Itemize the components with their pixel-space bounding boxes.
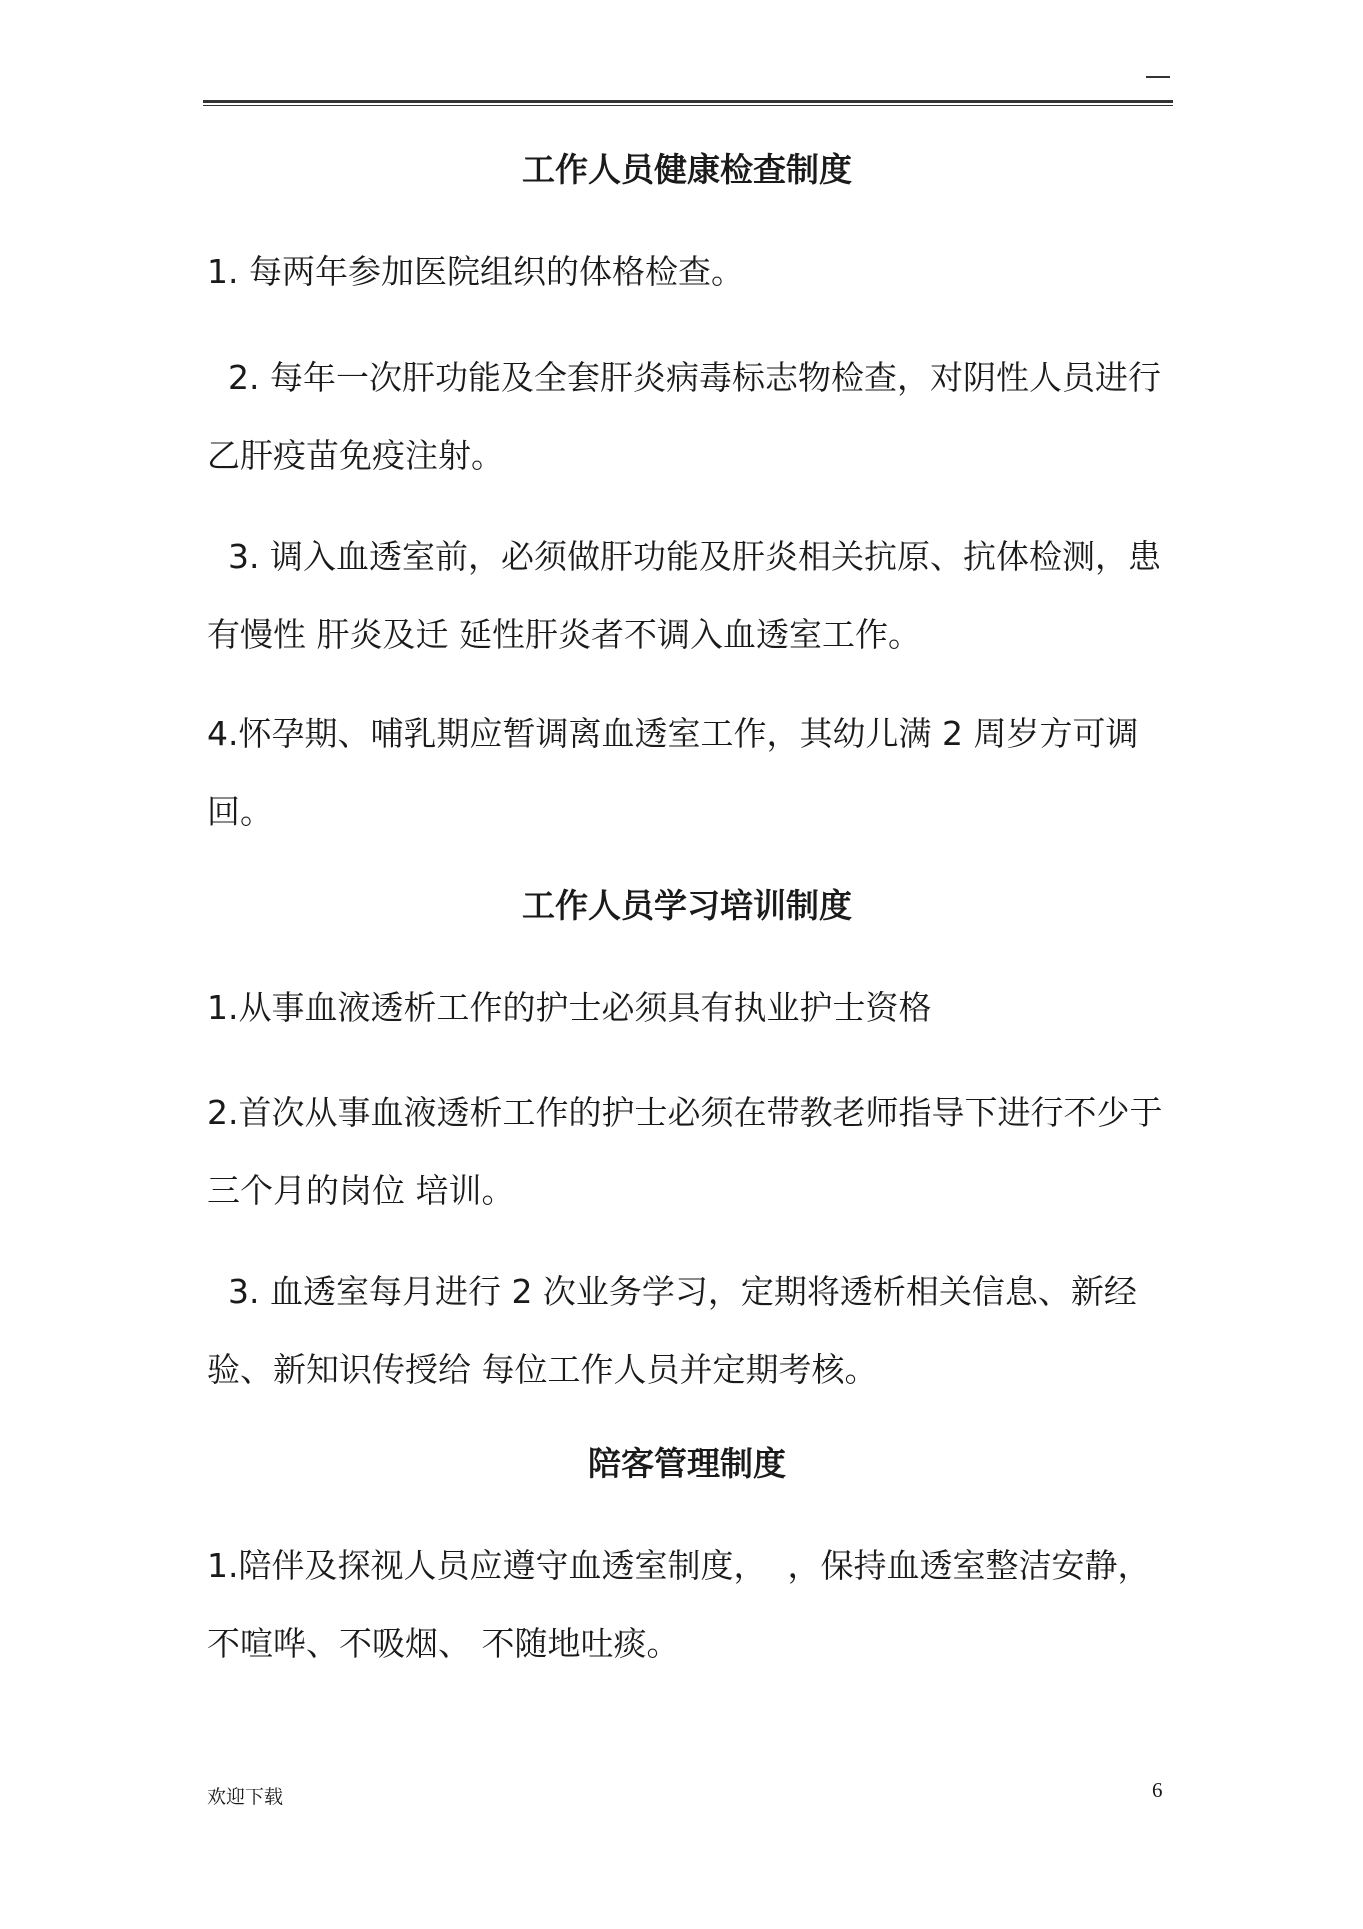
health-check-item-1: 1. 每两年参加医院组织的体格检查。: [207, 252, 744, 291]
health-check-item-4: 4.怀孕期、哺乳期应暂调离血透室工作，其幼儿满 2 周岁方可调回。: [207, 714, 1139, 831]
page-number: 6: [1152, 1778, 1163, 1802]
footer-download-text: 欢迎下载: [207, 1786, 284, 1808]
training-item-2: 2.首次从事血液透析工作的护士必须在带教老师指导下进行不少于三个月的岗位 培训。: [207, 1093, 1163, 1210]
visitor-item-1: 1.陪伴及探视人员应遵守血透室制度， ，保持血透室整洁安静，不喧哗、不吸烟、 不随地吐痰。: [207, 1546, 1151, 1663]
section-title-training: 工作人员学习培训制度: [522, 886, 852, 925]
health-check-item-3: 3. 调入血透室前，必须做肝功能及肝炎相关抗原、抗体检测，患有慢性 肝炎及迁 延性肝炎者不调入血透室工作。: [207, 537, 1161, 654]
header-corner-mark: [1146, 76, 1170, 78]
training-item-1: 1.从事血液透析工作的护士必须具有执业护士资格: [207, 988, 932, 1027]
section-title-visitor: 陪客管理制度: [588, 1444, 786, 1483]
training-item-3: 3. 血透室每月进行 2 次业务学习，定期将透析相关信息、新经验、新知识传授给 每位工作人员并定期考核。: [207, 1272, 1137, 1389]
section-title-health-check: 工作人员健康检查制度: [522, 150, 852, 189]
health-check-item-2: 2. 每年一次肝功能及全套肝炎病毒标志物检查，对阴性人员进行乙肝疫苗免疫注射。: [207, 358, 1161, 475]
header-rule: [203, 100, 1173, 106]
